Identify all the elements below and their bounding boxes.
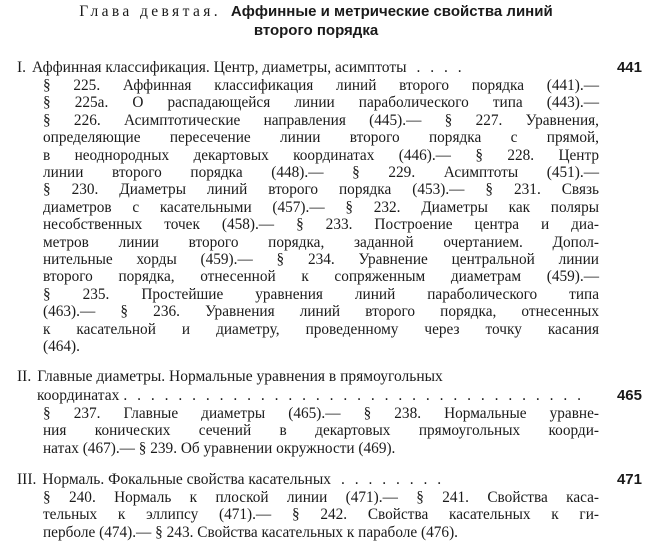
section-description — [43, 405, 599, 457]
section-title: Аффинная классификация. Центр, диаметры, асимптоты — [32, 59, 407, 76]
section-title-line — [6, 470, 642, 489]
description-line: метров линии второго порядка, заданной очертанием. Допол- — [43, 233, 599, 251]
toc-section-2 — [6, 367, 642, 457]
page-number[interactable]: 465 — [616, 387, 642, 404]
chapter-title-continued: второго порядка — [253, 22, 379, 39]
page-number[interactable]: 471 — [616, 471, 642, 488]
section-title-continued: координатах — [37, 387, 120, 404]
chapter-heading-line — [6, 2, 626, 21]
section-description — [43, 77, 599, 356]
description-line: § 235. Простейшие уравнения линий параболического типа — [43, 285, 599, 303]
description-line: диаметров с касательными (457).— § 232. Диаметры как поляры — [43, 198, 599, 216]
description-line: § 226. Асимптотические направления (445).— § 227. Уравнения, — [43, 111, 599, 129]
toc-section-3 — [6, 470, 642, 541]
description-line: (463).— § 236. Уравнения линий второго порядка, отнесенных — [43, 303, 599, 321]
description-line: § 237. Главные диаметры (465).— § 238. Нормальные уравне- — [43, 405, 599, 422]
description-line: определяющие пересечение линии второго порядка с прямой, — [43, 129, 599, 147]
section-number: I. — [17, 59, 27, 76]
description-line: (464). — [43, 338, 80, 356]
description-line: второго порядка, отнесенной к сопряженным диаметрам (459).— — [43, 268, 599, 286]
section-title: Нормаль. Фокальные свойства касательных — [42, 471, 331, 488]
description-line: несобственных точек (458).— § 233. Построение центра и диа- — [43, 216, 599, 234]
description-line: к касательной и диаметру, проведенному через точку касания — [43, 320, 599, 338]
chapter-label: Глава девятая. — [79, 3, 222, 20]
chapter-heading — [6, 2, 626, 40]
section-description — [43, 489, 599, 541]
section-number: II. — [17, 368, 32, 385]
description-line: § 240. Нормаль к плоской линии (471).— § 241. Свойства каса- — [43, 489, 599, 506]
description-line: ния конических сечений в декартовых прямоугольных коорди- — [43, 422, 599, 440]
page-number[interactable]: 441 — [616, 59, 642, 76]
description-line: § 230. Диаметры линий второго порядка (453).— § 231. Связь — [43, 181, 599, 199]
description-line: натах (467).— § 239. Об уравнении окружности (469). — [43, 439, 396, 457]
section-title-line — [6, 58, 642, 77]
description-line: тельных к эллипсу (471).— § 242. Свойства касательных к ги- — [43, 506, 599, 524]
description-line: § 225. Аффинная классификация линий второго порядка (441).— — [43, 77, 599, 94]
description-line: нительные хорды (459).— § 234. Уравнение центральной линии — [43, 251, 599, 269]
dot-leader: . . . . . . . . — [340, 471, 445, 488]
chapter-title: Аффинные и метрические свойства линий — [230, 3, 553, 20]
toc-section-1 — [6, 58, 642, 356]
dot-leader: . . . . . . . . . . . . . . . . . . . . . . . . . . . . . . . . . . — [123, 387, 584, 404]
description-line: перболе (474).— § 243. Свойства касательных к параболе (476). — [43, 523, 458, 541]
description-line: в неоднородных декартовых координатах (446).— § 228. Центр — [43, 146, 599, 164]
section-title-line — [6, 367, 642, 386]
section-number: III. — [17, 471, 37, 488]
description-line: § 225а. О распадающейся линии параболического типа (443).— — [43, 94, 599, 112]
section-title: Главные диаметры. Нормальные уравнения в прямоугольных — [37, 368, 443, 385]
description-line: линии второго порядка (448).— § 229. Асимптоты (451).— — [43, 164, 599, 182]
section-title-line — [6, 386, 642, 405]
dot-leader: . . . . — [416, 59, 465, 76]
